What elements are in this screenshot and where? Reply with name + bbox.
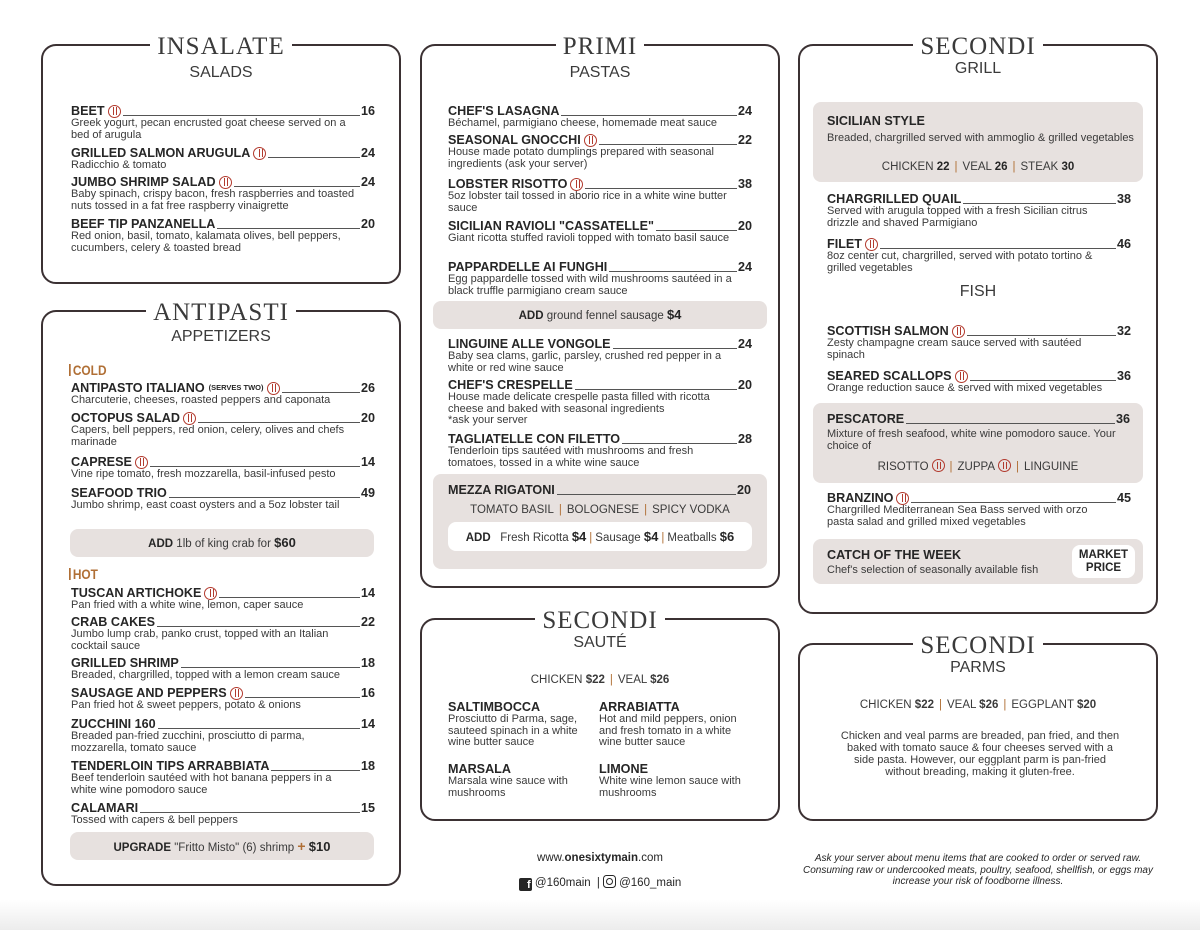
gluten-free-icon: [584, 134, 597, 147]
food-safety-disclaimer: Ask your server about menu items that are cooked to order or served raw. Consuming raw or undercooked meats, poultry, seafood, shellfish, or eggs may increase your risk of foodborne illness.: [803, 853, 1153, 887]
menu-item: GRILLED SHRIMP 18 Breaded, chargrilled, topped with a lemon cream sauce: [71, 656, 375, 681]
gluten-free-icon: [865, 238, 878, 251]
social-links: f @160main | @160_main: [420, 875, 780, 891]
grill-title: GRILL: [954, 60, 1002, 77]
menu-item: CHEF'S CRESPELLE 20 House made delicate crespelle pasta filled with ricotta cheese and baked with seasonal ingredients *ask your server: [448, 378, 752, 426]
menu-item: ZUCCHINI 160 14 Breaded pan-fried zucchini, prosciutto di parma, mozzarella, tomato sauce: [71, 717, 375, 754]
menu-item: SICILIAN RAVIOLI "CASSATELLE" 20 Giant ricotta stuffed ravioli topped with tomato basil sauce: [448, 219, 752, 244]
menu-item: TAGLIATELLE CON FILETTO 28 Tenderloin tips sautéed with mushrooms and fresh tomatoes, tossed in a white wine sauce: [448, 432, 752, 469]
saute-prices: CHICKEN $22 | VEAL $26: [530, 674, 670, 686]
facebook-icon: f: [519, 878, 532, 891]
menu-item: BEEF TIP PANZANELLA 20 Red onion, basil, tomato, kalamata olives, bell peppers, cucumbers, celery & toasted bread: [71, 217, 375, 254]
parms-italian-title: SECONDI: [913, 633, 1042, 658]
menu-item: FILET 46 8oz center cut, chargrilled, served with potato tortino & grilled vegetables: [827, 237, 1131, 274]
menu-item: BEET 16 Greek yogurt, pecan encrusted goat cheese served on a bed of arugula: [71, 104, 375, 141]
parms-section: [798, 632, 1158, 821]
king-crab-add: ADD 1lb of king crab for $60: [70, 529, 374, 557]
gluten-free-icon: [183, 412, 196, 425]
menu-item: TUSCAN ARTICHOKE 14 Pan fried with a white wine, lemon, caper sauce: [71, 586, 375, 611]
gluten-free-icon: [204, 587, 217, 600]
mezza-rigatoni-box: MEZZA RIGATONI 20 TOMATO BASIL | BOLOGNESE | SPICY VODKA ADD Fresh Ricotta $4 | Sausage $4 | Meatballs $6: [433, 474, 767, 569]
menu-item: CHEF'S LASAGNA 24 Béchamel, parmigiano cheese, homemade meat sauce: [448, 104, 752, 129]
appetizers-section: [41, 299, 401, 886]
menu-item: GRILLED SALMON ARUGULA 24 Radicchio & tomato: [71, 146, 375, 171]
pastas-title: PASTAS: [569, 64, 631, 81]
appetizers-title: APPETIZERS: [171, 328, 271, 345]
fish-title: FISH: [959, 283, 997, 300]
menu-item: SEAFOOD TRIO 49 Jumbo shrimp, east coast oysters and a 5oz lobster tail: [71, 486, 375, 511]
parms-title: PARMS: [950, 659, 1006, 676]
menu-item: SAUSAGE AND PEPPERS 16 Pan fried hot & sweet peppers, potato & onions: [71, 686, 375, 711]
instagram-icon: [603, 875, 616, 888]
gluten-free-icon: [253, 147, 266, 160]
facebook-handle[interactable]: @160main: [534, 877, 591, 889]
menu-item: CALAMARI 15 Tossed with capers & bell peppers: [71, 801, 375, 826]
menu-item: CAPRESE 14 Vine ripe tomato, fresh mozzarella, basil-infused pesto: [71, 455, 375, 480]
menu-item: SALTIMBOCCA Prosciutto di Parma, sage, sauteed spinach in a white wine butter sauce: [448, 700, 578, 748]
pescatore-box: PESCATORE 36 Mixture of fresh seafood, white wine pomodoro sauce. Your choice of RISOTTO | ZUPPA | LINGUINE: [813, 403, 1143, 483]
fritto-misto-upgrade: UPGRADE "Fritto Misto" (6) shrimp + $10: [70, 832, 374, 860]
rigatoni-add-options: ADD Fresh Ricotta $4 | Sausage $4 | Meatballs $6: [448, 522, 752, 551]
grill-italian-title: SECONDI: [913, 34, 1042, 59]
instagram-handle[interactable]: @160_main: [619, 877, 682, 889]
gluten-free-icon: [998, 459, 1011, 472]
menu-item: JUMBO SHRIMP SALAD 24 Baby spinach, crispy bacon, fresh raspberries and toasted nuts tossed in a fat free raspberry vinaigrette: [71, 175, 375, 212]
catch-of-the-week-box: CATCH OF THE WEEK Chef's selection of seasonally available fish MARKET PRICE: [813, 539, 1143, 584]
parms-prices: CHICKEN $22 | VEAL $26 | EGGPLANT $20: [859, 699, 1097, 711]
sicilian-style-box: SICILIAN STYLE Breaded, chargrilled served with ammoglio & grilled vegetables CHICKEN 22 | VEAL 26 | STEAK 30: [813, 102, 1143, 182]
pastas-section: [420, 33, 780, 588]
menu-item: ARRABIATTA Hot and mild peppers, onion and fresh tomato in a white wine butter sauce: [599, 700, 737, 748]
menu-item: LINGUINE ALLE VONGOLE 24 Baby sea clams, garlic, parsley, crushed red pepper in a white or red wine sauce: [448, 337, 752, 374]
menu-item: LOBSTER RISOTTO 38 5oz lobster tail tossed in aborio rice in a white wine butter sauce: [448, 177, 752, 214]
menu-item: OCTOPUS SALAD 20 Capers, bell peppers, red onion, celery, olives and chefs marinade: [71, 411, 375, 448]
menu-item: BRANZINO 45 Chargrilled Mediterranean Sea Bass served with orzo pasta salad and grilled mixed vegetables: [827, 491, 1131, 528]
menu-item: SEASONAL GNOCCHI 22 House made potato dumplings prepared with seasonal ingredients (ask your server): [448, 133, 752, 170]
pastas-italian-title: PRIMI: [556, 34, 644, 59]
gluten-free-icon: [955, 370, 968, 383]
saute-title: SAUTÉ: [573, 634, 627, 651]
menu-item: ANTIPASTO ITALIANO (SERVES TWO) 26 Charcuterie, cheeses, roasted peppers and caponata: [71, 381, 375, 406]
saute-section: [420, 607, 780, 821]
fennel-sausage-add: ADD ground fennel sausage $4: [433, 301, 767, 329]
gluten-free-icon: [952, 325, 965, 338]
salads-title: SALADS: [189, 64, 253, 81]
gluten-free-icon: [135, 456, 148, 469]
gluten-free-icon: [108, 105, 121, 118]
saute-italian-title: SECONDI: [535, 608, 664, 633]
menu-item: CHARGRILLED QUAIL 38 Served with arugula topped with a fresh Sicilian citrus drizzle and shaved Parmigiano: [827, 192, 1131, 229]
hot-label: HOT: [69, 566, 98, 582]
menu-item: SEARED SCALLOPS 36 Orange reduction sauce & served with mixed vegetables: [827, 369, 1131, 394]
menu-item: TENDERLOIN TIPS ARRABBIATA 18 Beef tenderloin sautéed with hot banana peppers in a white wine pomodoro sauce: [71, 759, 375, 796]
gluten-free-icon: [932, 459, 945, 472]
menu-item: PAPPARDELLE AI FUNGHI 24 Egg pappardelle tossed with wild mushrooms sautéed in a black truffle parmigiano cream sauce: [448, 260, 752, 297]
market-price-badge: MARKET PRICE: [1072, 545, 1135, 578]
gluten-free-icon: [219, 176, 232, 189]
cold-label: COLD: [69, 362, 107, 378]
menu-item: SCOTTISH SALMON 32 Zesty champagne cream sauce served with sautéed spinach: [827, 324, 1131, 361]
gluten-free-icon: [570, 178, 583, 191]
gluten-free-icon: [896, 492, 909, 505]
appetizers-italian-title: ANTIPASTI: [146, 300, 296, 325]
gluten-free-icon: [230, 687, 243, 700]
website-link[interactable]: www.onesixtymain.com: [537, 852, 663, 864]
parms-description: Chicken and veal parms are breaded, pan fried, and then baked with tomato sauce & four cheeses served with a side pasta. However, our eggplant parm is pan-fried without breading, making it gluten-free.: [840, 730, 1120, 778]
menu-item: CRAB CAKES 22 Jumbo lump crab, panko crust, topped with an Italian cocktail sauce: [71, 615, 375, 652]
menu-item: LIMONE White wine lemon sauce with mushrooms: [599, 762, 741, 799]
gluten-free-icon: [267, 382, 280, 395]
salads-italian-title: INSALATE: [150, 34, 291, 59]
salads-section: [41, 33, 401, 284]
grill-section: [798, 33, 1158, 614]
menu-item: MARSALA Marsala wine sauce with mushrooms: [448, 762, 568, 799]
